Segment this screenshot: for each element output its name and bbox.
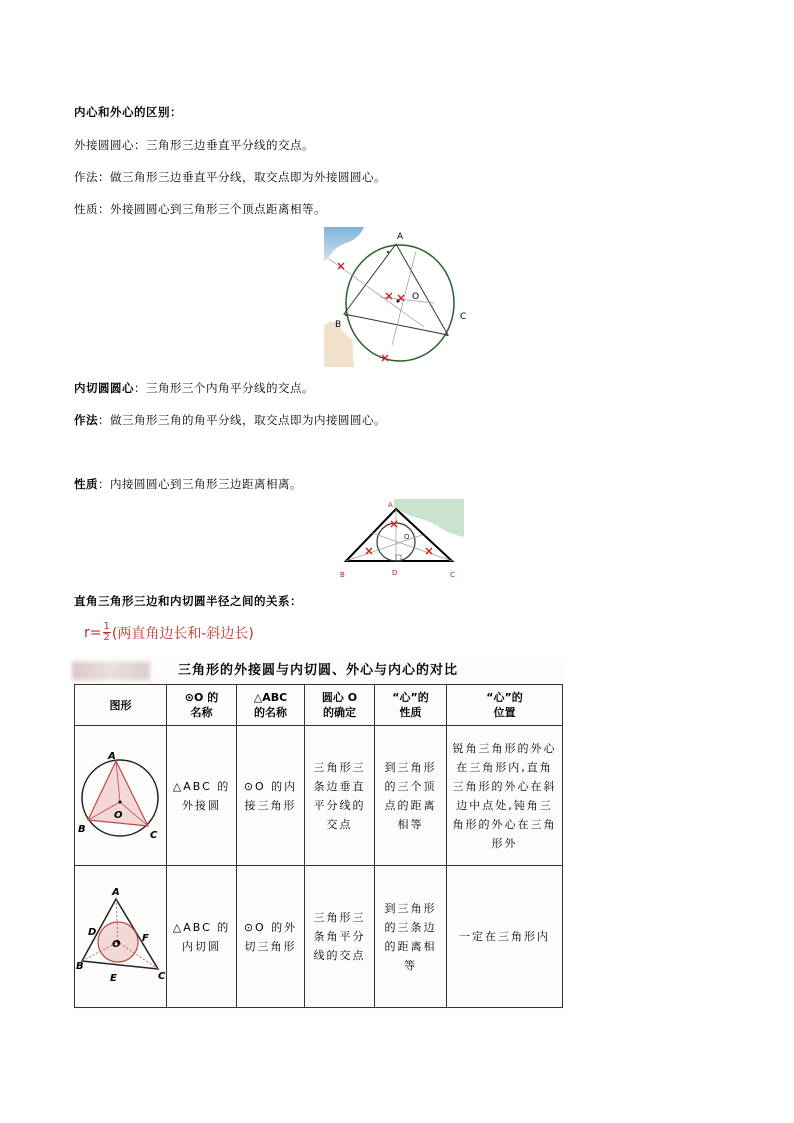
header-o-name-text: ⊙O 的 名称: [184, 691, 219, 719]
fig-label-o: O: [113, 809, 125, 821]
row1-abc-name: ⊙O 的内接三角形: [237, 726, 305, 866]
inradius-formula: [84, 622, 254, 643]
incenter-def-body: ：三角形三个内角平分线的交点。: [134, 381, 314, 395]
construction-marks: [366, 521, 432, 554]
section1-title: 内心和外心的区别：: [74, 105, 182, 119]
fig-label-c: C: [149, 829, 159, 841]
row2-abc-name: ⊙O 的外切三角形: [237, 866, 305, 1008]
label-a: A: [388, 501, 393, 509]
header-center-property-text: “心”的 性质: [392, 691, 429, 719]
perp-bisector-ab: [329, 259, 424, 327]
fig-label-a: A: [111, 886, 122, 898]
label-b: B: [335, 320, 342, 330]
fig-label-f: F: [141, 932, 151, 944]
triangle-abc: [344, 244, 448, 335]
circumcircle-figure: [324, 227, 474, 367]
label-d: D: [392, 569, 398, 577]
header-abc-name-text: △ABC 的名称: [253, 691, 288, 719]
fig-label-b: B: [77, 823, 88, 835]
fig-label-c: C: [157, 970, 167, 982]
comparison-table: [74, 684, 563, 1008]
circumcenter-property: 性质：外接圆圆心到三角形三个顶点距离相等。: [74, 202, 326, 216]
formula-denominator: 2: [103, 632, 110, 643]
table-title: 三角形的外接圆与内切圆、外心与内心的对比: [177, 663, 458, 678]
header-center-property: [375, 685, 447, 726]
formula-body: (两直角边长和-斜边长): [111, 625, 254, 642]
header-abc-name: [237, 685, 305, 726]
label-o: O: [404, 533, 410, 541]
incenter-def-head: 内切圆圆心: [74, 381, 134, 395]
background-blue-patch: [324, 227, 364, 261]
row2-property: 到三角形的三条边的距离相等: [375, 866, 447, 1008]
fig-label-d: D: [87, 926, 98, 938]
circumcenter-definition: 外接圆圆心：三角形三边垂直平分线的交点。: [74, 138, 314, 152]
row1-determine: 三角形三条边垂直平分线的交点: [305, 726, 375, 866]
row2-determine: 三角形三条角平分线的交点: [305, 866, 375, 1008]
incenter-property-head: 性质: [74, 477, 98, 491]
label-c: C: [460, 312, 467, 322]
formula-prefix: r=: [84, 624, 102, 641]
label-a: A: [397, 232, 404, 242]
fig-label-e: E: [109, 972, 119, 984]
row1-figure: [75, 726, 167, 866]
fig-label-b: B: [75, 960, 86, 972]
table-row: [75, 866, 563, 1008]
header-center-determine-text: 圆心 O 的确定: [321, 691, 358, 719]
incircle-table-figure: [76, 869, 166, 999]
row1-o-name: △ABC 的外接圆: [167, 726, 237, 866]
fig-label-o: O: [111, 938, 123, 950]
incenter-property-body: ：内接圆圆心到三角形三边距离相离。: [98, 477, 302, 491]
section3-title: 直角三角形三边和内切圆半径之间的关系：: [74, 594, 302, 608]
formula-numerator: 1: [103, 621, 110, 632]
incenter-definition: [74, 380, 314, 396]
comparison-table-image: [72, 658, 564, 1010]
circumcircle: [346, 245, 454, 361]
formula-fraction: [103, 622, 111, 643]
incenter-property: [74, 476, 302, 492]
incenter-method: [74, 412, 386, 428]
row1-position: 锐角三角形的外心在三角形内,直角三角形的外心在斜边中点处,钝角三角形的外心在三角形外: [447, 726, 563, 866]
label-c: C: [450, 571, 455, 579]
perp-bisector-ac: [380, 297, 434, 303]
incenter-method-body: ：做三角形三角的角平分线，取交点即为内接圆圆心。: [98, 413, 386, 427]
table-row: [75, 726, 563, 866]
row2-figure: [75, 866, 167, 1008]
header-center-position: [447, 685, 563, 726]
header-figure-text: 图形: [109, 698, 132, 712]
row1-property: 到三角形的三个顶点的距离相等: [375, 726, 447, 866]
table-header-row: [75, 685, 563, 726]
incircle-figure: [336, 497, 466, 583]
header-center-position-text: “心”的 位置: [486, 691, 523, 719]
label-o: O: [412, 292, 420, 302]
incenter-method-head: 作法: [74, 413, 98, 427]
label-b: B: [340, 571, 345, 579]
fig-label-a: A: [107, 750, 118, 762]
circumcenter-method: 作法：做三角形三边垂直平分线，取交点即为外接圆圆心。: [74, 170, 386, 184]
header-center-determine: [305, 685, 375, 726]
circumcircle-table-figure: [76, 728, 166, 858]
row2-o-name: △ABC 的内切圆: [167, 866, 237, 1008]
row2-position: 一定在三角形内: [447, 866, 563, 1008]
header-figure: [75, 685, 167, 726]
header-o-name: [167, 685, 237, 726]
